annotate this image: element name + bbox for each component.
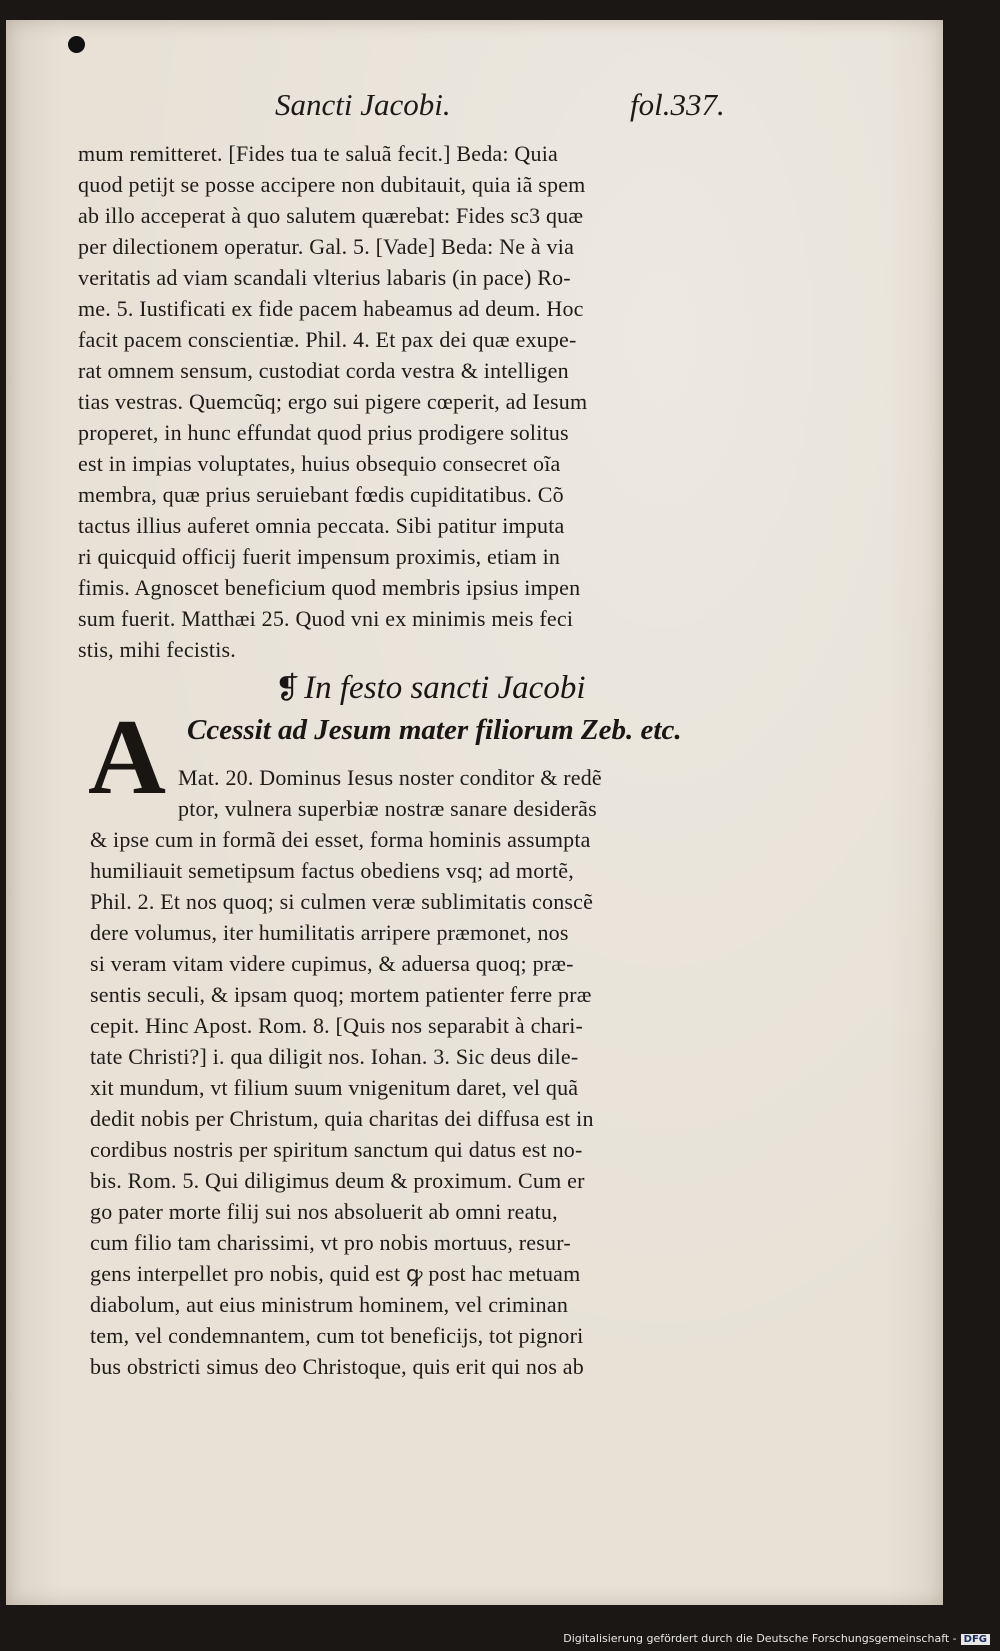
text-line: per dilectionem operatur. Gal. 5. [Vade] Beda: Ne à via — [78, 234, 575, 259]
text-line: quod petijt se posse accipere non dubitauit, quia iã spem — [78, 172, 586, 197]
text-line: tem, vel condemnantem, cum tot beneficijs, tot pignori — [90, 1323, 584, 1348]
text-line: ab illo acceperat à quo salutem quærebat: Fides sc3 quæ — [78, 203, 584, 228]
text-line: stis, mihi fecistis. — [78, 637, 236, 662]
text-line: membra, quæ prius seruiebant fœdis cupiditatibus. Cõ — [78, 482, 564, 507]
paragraph-mark-icon: ❡ — [275, 672, 301, 705]
dfg-logo-badge: DFG — [961, 1634, 990, 1645]
folio-number: fol.337. — [630, 87, 725, 122]
text-line: go pater morte filij sui nos absoluerit ab omni reatu, — [90, 1199, 558, 1224]
section-heading — [275, 670, 586, 707]
text-line: gens interpellet pro nobis, quid est ꝙ post hac metuam — [90, 1261, 581, 1286]
text-line: rat omnem sensum, custodiat corda vestra & intelligen — [78, 358, 569, 383]
text-line: cum filio tam charissimi, vt pro nobis mortuus, resur- — [90, 1230, 571, 1255]
text-line: diabolum, aut eius ministrum hominem, vel criminan — [90, 1292, 569, 1317]
text-line: ri quicquid officij fuerit impensum proximis, etiam in — [78, 544, 561, 569]
text-line: facit pacem conscientiæ. Phil. 4. Et pax dei quæ exupe- — [78, 327, 577, 352]
top-text-block — [78, 138, 758, 665]
text-line: est in impias voluptates, huius obsequio consecret oĩa — [78, 451, 561, 476]
text-line: si veram vitam videre cupimus, & aduersa quoq; præ- — [90, 951, 574, 976]
text-line: me. 5. Iustificati ex fide pacem habeamus ad deum. Hoc — [78, 296, 584, 321]
text-line: sentis seculi, & ipsam quoq; mortem patienter ferre præ — [90, 982, 592, 1007]
text-line: bis. Rom. 5. Qui diligimus deum & proximum. Cum er — [90, 1168, 585, 1193]
text-line: dedit nobis per Christum, quia charitas dei diffusa est in — [90, 1106, 594, 1131]
binding-hole — [68, 36, 85, 53]
text-line: tias vestras. Quemcũq; ergo sui pigere cœperit, ad Iesum — [78, 389, 588, 414]
text-line: ptor, vulnera superbiæ nostræ sanare desiderãs — [178, 796, 597, 821]
text-line: cepit. Hinc Apost. Rom. 8. [Quis nos separabit à chari- — [90, 1013, 584, 1038]
digitization-credit — [563, 1632, 990, 1645]
text-line: cordibus nostris per spiritum sanctum qui datus est no- — [90, 1137, 583, 1162]
text-line: Mat. 20. Dominus Iesus noster conditor & redẽ — [178, 765, 602, 790]
running-head: Sancti Jacobi. — [275, 87, 451, 122]
drop-cap-initial: A — [88, 698, 166, 817]
section-body-text — [90, 762, 760, 1382]
text-line: xit mundum, vt filium suum vnigenitum daret, vel quã — [90, 1075, 579, 1100]
text-line: mum remitteret. [Fides tua te saluã fecit.] Beda: Quia — [78, 141, 558, 166]
text-line: & ipse cum in formã dei esset, forma hominis assumpta — [90, 827, 591, 852]
section-heading-text: In festo sancti Jacobi — [304, 670, 586, 706]
text-line: humiliauit semetipsum factus obediens vsq; ad mortẽ, — [90, 858, 574, 883]
text-line: tactus illius auferet omnia peccata. Sibi patitur imputa — [78, 513, 565, 538]
text-line: properet, in hunc effundat quod prius prodigere solitus — [78, 420, 569, 445]
text-line: tate Christi?] i. qua diligit nos. Iohan. 3. Sic deus dile- — [90, 1044, 579, 1069]
text-line: dere volumus, iter humilitatis arripere præmonet, nos — [90, 920, 569, 945]
text-line: fimis. Agnoscet beneficium quod membris ipsius impen — [78, 575, 581, 600]
text-line: veritatis ad viam scandali vlterius labaris (in pace) Ro- — [78, 265, 571, 290]
text-line: bus obstricti simus deo Christoque, quis erit qui nos ab — [90, 1354, 584, 1379]
text-line: sum fuerit. Matthæi 25. Quod vni ex minimis meis feci — [78, 606, 574, 631]
incipit-line: Ccessit ad Jesum mater filiorum Zeb. etc. — [187, 714, 682, 746]
credit-text: Digitalisierung gefördert durch die Deutsche Forschungsgemeinschaft - — [563, 1632, 957, 1645]
text-line: Phil. 2. Et nos quoq; si culmen veræ sublimitatis conscẽ — [90, 889, 594, 914]
